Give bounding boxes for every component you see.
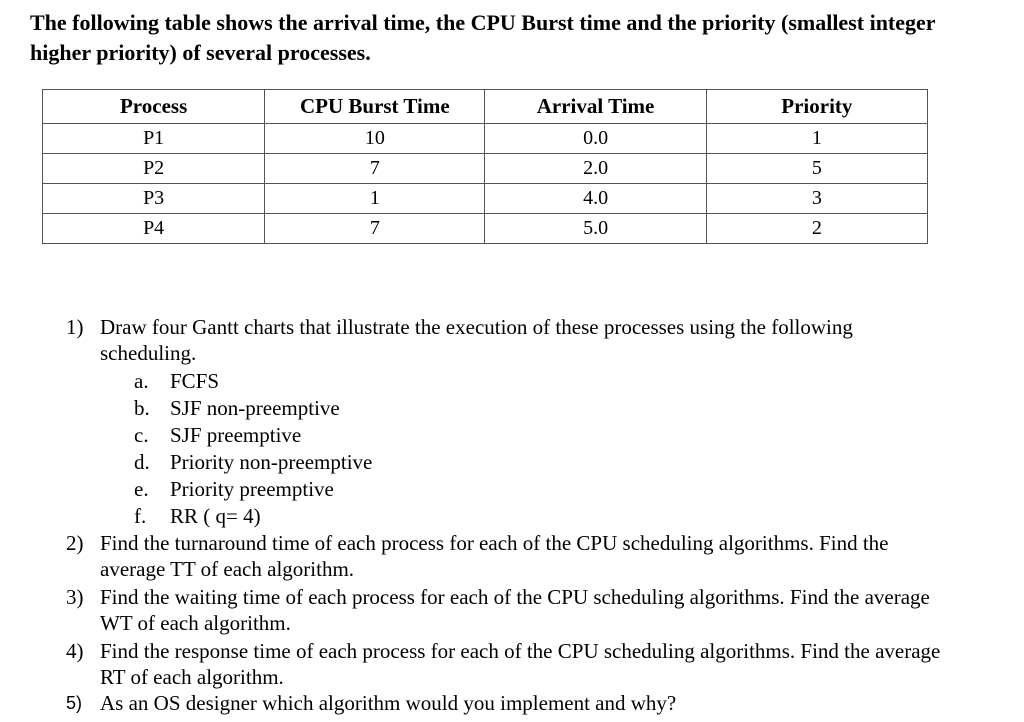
question-number: 3) xyxy=(66,585,84,609)
header-process: Process xyxy=(43,90,265,124)
subitem-text: Priority preemptive xyxy=(170,477,334,501)
question-number: 5) xyxy=(66,693,83,713)
cell-cpu-burst: 7 xyxy=(265,154,485,184)
cell-process: P1 xyxy=(43,124,265,154)
table-header-row xyxy=(43,90,928,124)
header-arrival-time: Arrival Time xyxy=(485,90,706,124)
cell-cpu-burst: 1 xyxy=(265,184,485,214)
cell-arrival: 0.0 xyxy=(485,124,706,154)
table-row xyxy=(43,154,928,184)
subitem-text: RR ( q= 4) xyxy=(170,504,261,528)
cell-arrival: 2.0 xyxy=(485,154,706,184)
cell-cpu-burst: 7 xyxy=(265,214,485,244)
header-priority: Priority xyxy=(706,90,927,124)
subitem-text: FCFS xyxy=(170,369,220,393)
table-row xyxy=(43,124,928,154)
cell-priority: 2 xyxy=(706,214,927,244)
question-text: Draw four Gantt charts that illustrate the execution of these processes using the following scheduling. xyxy=(100,315,853,365)
cell-arrival: 5.0 xyxy=(485,214,706,244)
header-cpu-burst-time: CPU Burst Time xyxy=(265,90,485,124)
cell-priority: 3 xyxy=(706,184,927,214)
question-number: 4) xyxy=(66,639,84,663)
question-number: 1) xyxy=(66,315,84,339)
intro-text: The following table shows the arrival time, the CPU Burst time and the priority (smallest integer higher priority) of several processes. xyxy=(30,10,936,65)
cell-arrival: 4.0 xyxy=(485,184,706,214)
question-number: 2) xyxy=(66,531,84,555)
cell-process: P4 xyxy=(43,214,265,244)
cell-process: P3 xyxy=(43,184,265,214)
question-text: Find the waiting time of each process for each of the CPU scheduling algorithms. Find the average WT of each algorithm. xyxy=(100,585,930,635)
subitem-letter: b. xyxy=(134,396,150,420)
cell-priority: 1 xyxy=(706,124,927,154)
question-text: As an OS designer which algorithm would you implement and why? xyxy=(100,691,677,715)
subitem-letter: d. xyxy=(134,450,150,474)
cell-priority: 5 xyxy=(706,154,927,184)
cell-cpu-burst: 10 xyxy=(265,124,485,154)
cell-process: P2 xyxy=(43,154,265,184)
question-text: Find the response time of each process for each of the CPU scheduling algorithms. Find the average RT of each algorithm. xyxy=(100,639,941,689)
subitem-text: SJF preemptive xyxy=(170,423,302,447)
subitem-letter: a. xyxy=(134,369,149,393)
table-row xyxy=(43,214,928,244)
question-text: Find the turnaround time of each process for each of the CPU scheduling algorithms. Find the average TT of each algorithm. xyxy=(100,531,889,581)
subitem-letter: f. xyxy=(134,504,147,528)
subitem-letter: e. xyxy=(134,477,149,501)
subitem-letter: c. xyxy=(134,423,149,447)
subitem-text: SJF non-preemptive xyxy=(170,396,340,420)
subitem-text: Priority non-preemptive xyxy=(170,450,373,474)
process-table xyxy=(42,89,928,244)
table-row xyxy=(43,184,928,214)
